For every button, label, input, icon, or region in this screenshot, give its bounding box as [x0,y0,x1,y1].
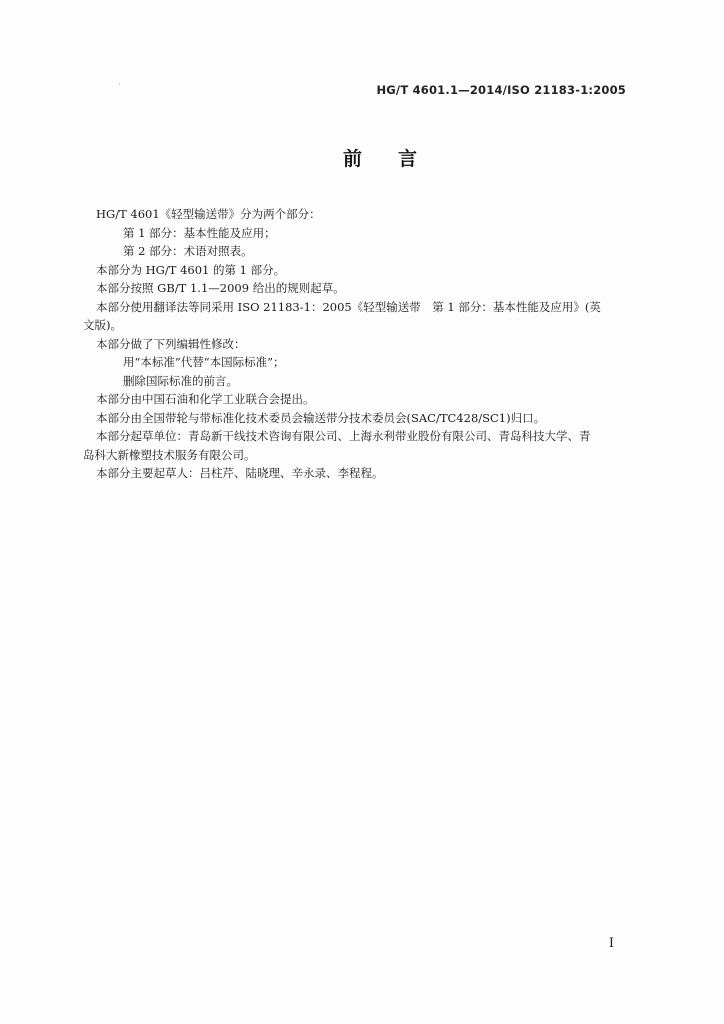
paragraph-drafting-rules: 本部分按照 GB/T 1.1—2009 给出的规则起草。 [96,281,345,295]
title-char-1: 前 [342,148,362,170]
page-title [0,144,724,171]
paragraph-translation-cont: 文版)。 [83,318,122,332]
list-item-edit2: 删除国际标准的前言。 [123,373,238,388]
page-number: I [608,936,614,951]
paragraph-translation: 本部分使用翻译法等同采用 ISO 21183-1：2005《轻型输送带 第 1 部分：基本性能及应用》(英 [96,299,601,314]
foreword-body [83,205,636,483]
paragraph-drafting-units: 本部分起草单位：青岛新干线技术咨询有限公司、上海永利带业股份有限公司、青岛科技大学、青 [96,429,591,443]
scan-speck: · [118,80,121,89]
paragraph-proposed-by: 本部分由中国石油和化学工业联合会提出。 [96,392,315,406]
paragraph-intro: HG/T 4601《轻型输送带》分为两个部分： [96,207,321,221]
title-char-2: 言 [398,148,418,170]
list-item-part2: 第 2 部分：术语对照表。 [123,244,253,258]
paragraph-edits: 本部分做了下列编辑性修改： [96,336,246,351]
paragraph-part-of: 本部分为 HG/T 4601 的第 1 部分。 [96,262,286,277]
paragraph-drafters: 本部分主要起草人：吕柱芹、陆晓理、辛永录、李程程。 [96,466,384,480]
paragraph-centralized-by: 本部分由全国带轮与带标准化技术委员会输送带分技术委员会(SAC/TC428/SC1)归口。 [96,410,546,425]
list-item-edit1: 用“本标准”代替“本国际标准”； [123,355,285,369]
list-item-part1: 第 1 部分：基本性能及应用； [123,225,276,240]
standard-code-header: HG/T 4601.1—2014/ISO 21183-1:2005 [376,83,626,97]
paragraph-drafting-units-cont: 岛科大新橡塑技术服务有限公司。 [83,447,256,462]
